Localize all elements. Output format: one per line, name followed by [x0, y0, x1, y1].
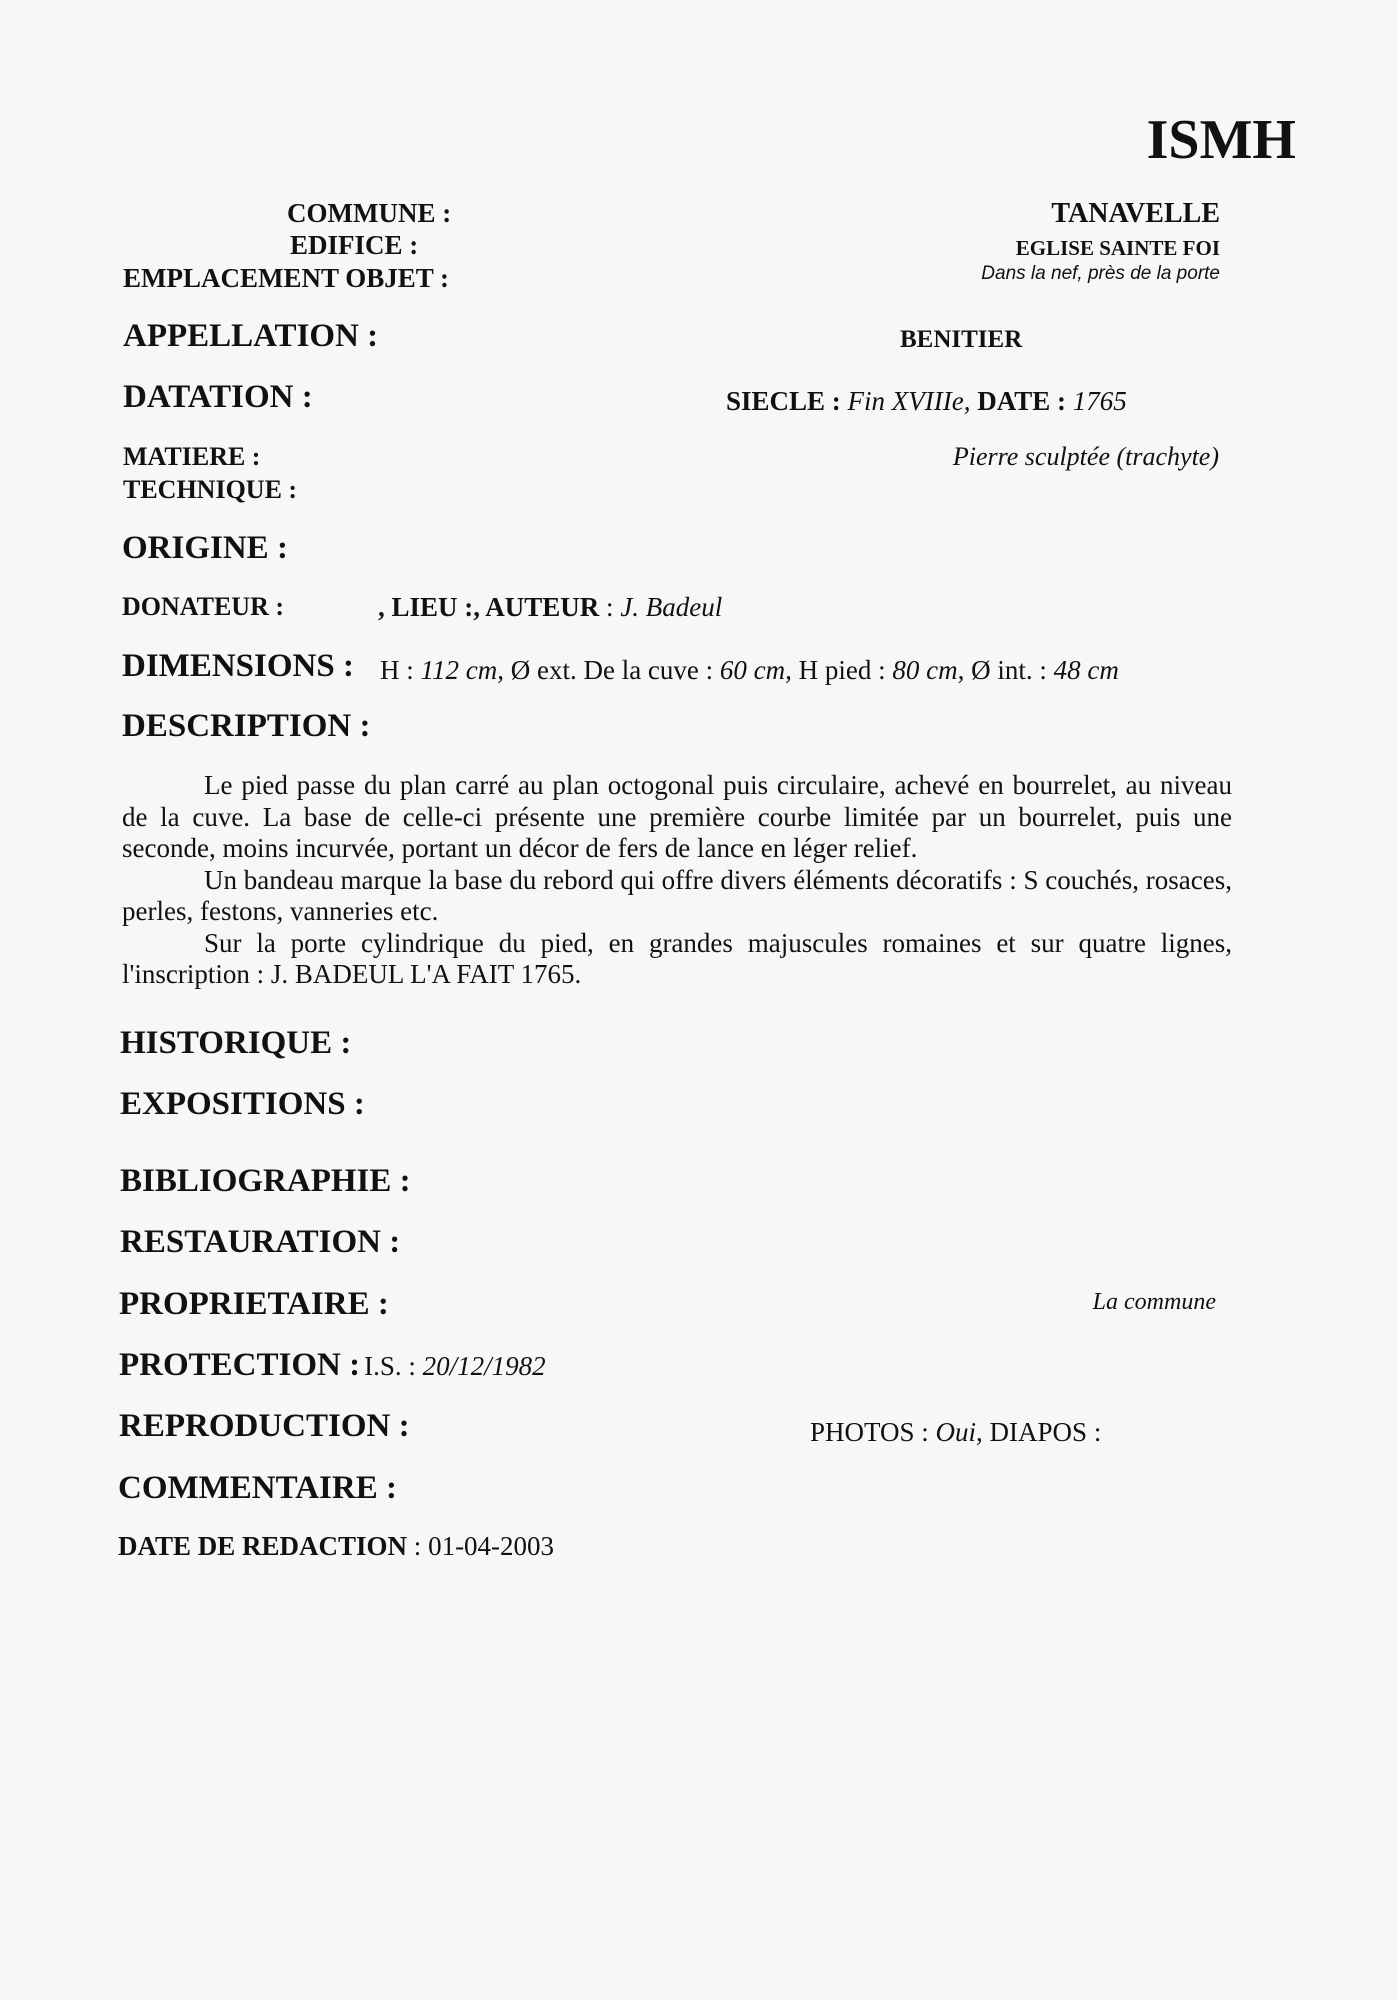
donateur-label: DONATEUR :	[122, 592, 285, 621]
bibliographie-label: BIBLIOGRAPHIE :	[120, 1163, 411, 1199]
siecle-value: Fin XVIIIe,	[847, 386, 971, 416]
description-label: DESCRIPTION :	[122, 708, 371, 744]
origine-label: ORIGINE :	[122, 530, 288, 566]
commune-label: COMMUNE :	[287, 198, 452, 228]
protection-line	[119, 1347, 546, 1384]
edifice-label: EDIFICE :	[290, 230, 419, 260]
height-label: H :	[380, 655, 421, 685]
donateur-line	[378, 592, 722, 623]
ext-diameter-value: 60 cm,	[719, 655, 792, 685]
dimensions-values	[380, 655, 1119, 686]
proprietaire-value: La commune	[1092, 1289, 1216, 1315]
siecle-label: SIECLE :	[726, 386, 841, 416]
redaction-sep: :	[407, 1531, 429, 1561]
description-paragraph: Sur la porte cylindrique du pied, en grandes majuscules romaines et sur quatre lignes, l'inscription : J. BADEUL L'A FAIT 1765.	[122, 927, 1232, 989]
dimensions-label: DIMENSIONS :	[122, 648, 354, 684]
datation-values	[726, 386, 1127, 417]
int-diameter-value: 48 cm	[1053, 655, 1119, 685]
description-text	[122, 770, 1232, 991]
photos-value: Oui,	[935, 1417, 983, 1447]
commune-value: TANAVELLE	[1051, 198, 1220, 229]
historique-label: HISTORIQUE :	[120, 1025, 352, 1061]
lieu-auteur-label: , LIEU :, AUTEUR	[378, 592, 600, 622]
ext-diameter-label: Ø ext. De la cuve :	[503, 655, 720, 685]
redaction-line	[118, 1531, 554, 1562]
auteur-value: J. Badeul	[620, 592, 723, 622]
reproduction-label: REPRODUCTION :	[119, 1408, 410, 1444]
description-paragraph: Le pied passe du plan carré au plan octogonal puis circulaire, achevé en bourrelet, au niveau de la cuve. La base de celle-ci présente une première courbe limitée par un bourrelet, puis une seconde, moins incurvée, portant un décor de fers de lance en léger relief.	[122, 770, 1232, 863]
protection-label: PROTECTION :	[119, 1347, 361, 1383]
record-code: ISMH	[1146, 109, 1296, 171]
redaction-label: DATE DE REDACTION	[118, 1531, 408, 1561]
proprietaire-label: PROPRIETAIRE :	[119, 1286, 389, 1322]
pied-height-value: 80 cm,	[892, 655, 965, 685]
redaction-date: 01-04-2003	[428, 1531, 555, 1561]
appellation-value: BENITIER	[900, 326, 1023, 353]
expositions-label: EXPOSITIONS :	[120, 1086, 365, 1122]
pied-height-label: H pied :	[791, 655, 893, 685]
auteur-sep: :	[599, 592, 621, 622]
height-value: 112 cm,	[420, 655, 504, 685]
int-diameter-label: Ø int. :	[964, 655, 1054, 685]
date-label: DATE :	[977, 386, 1066, 416]
protection-date: 20/12/1982	[422, 1351, 546, 1381]
description-paragraph: Un bandeau marque la base du rebord qui offre divers éléments décoratifs : S couchés, rosaces, perles, festons, vanneries etc.	[122, 864, 1232, 926]
restauration-label: RESTAURATION :	[120, 1224, 401, 1260]
photos-label: PHOTOS :	[810, 1417, 936, 1447]
commentaire-label: COMMENTAIRE :	[118, 1470, 397, 1506]
reproduction-values	[810, 1417, 1101, 1448]
diapos-label: DIAPOS :	[982, 1417, 1102, 1447]
date-value: 1765	[1072, 386, 1127, 416]
emplacement-value: Dans la nef, près de la porte	[981, 263, 1220, 284]
datation-label: DATATION :	[123, 379, 313, 415]
edifice-value: EGLISE SAINTE FOI	[1015, 236, 1220, 260]
matiere-label: MATIERE :	[123, 442, 261, 471]
protection-type: I.S. :	[364, 1351, 423, 1381]
appellation-label: APPELLATION :	[123, 318, 379, 354]
emplacement-label: EMPLACEMENT OBJET :	[123, 263, 450, 293]
technique-label: TECHNIQUE :	[123, 475, 298, 504]
matiere-value: Pierre sculptée (trachyte)	[952, 442, 1219, 471]
